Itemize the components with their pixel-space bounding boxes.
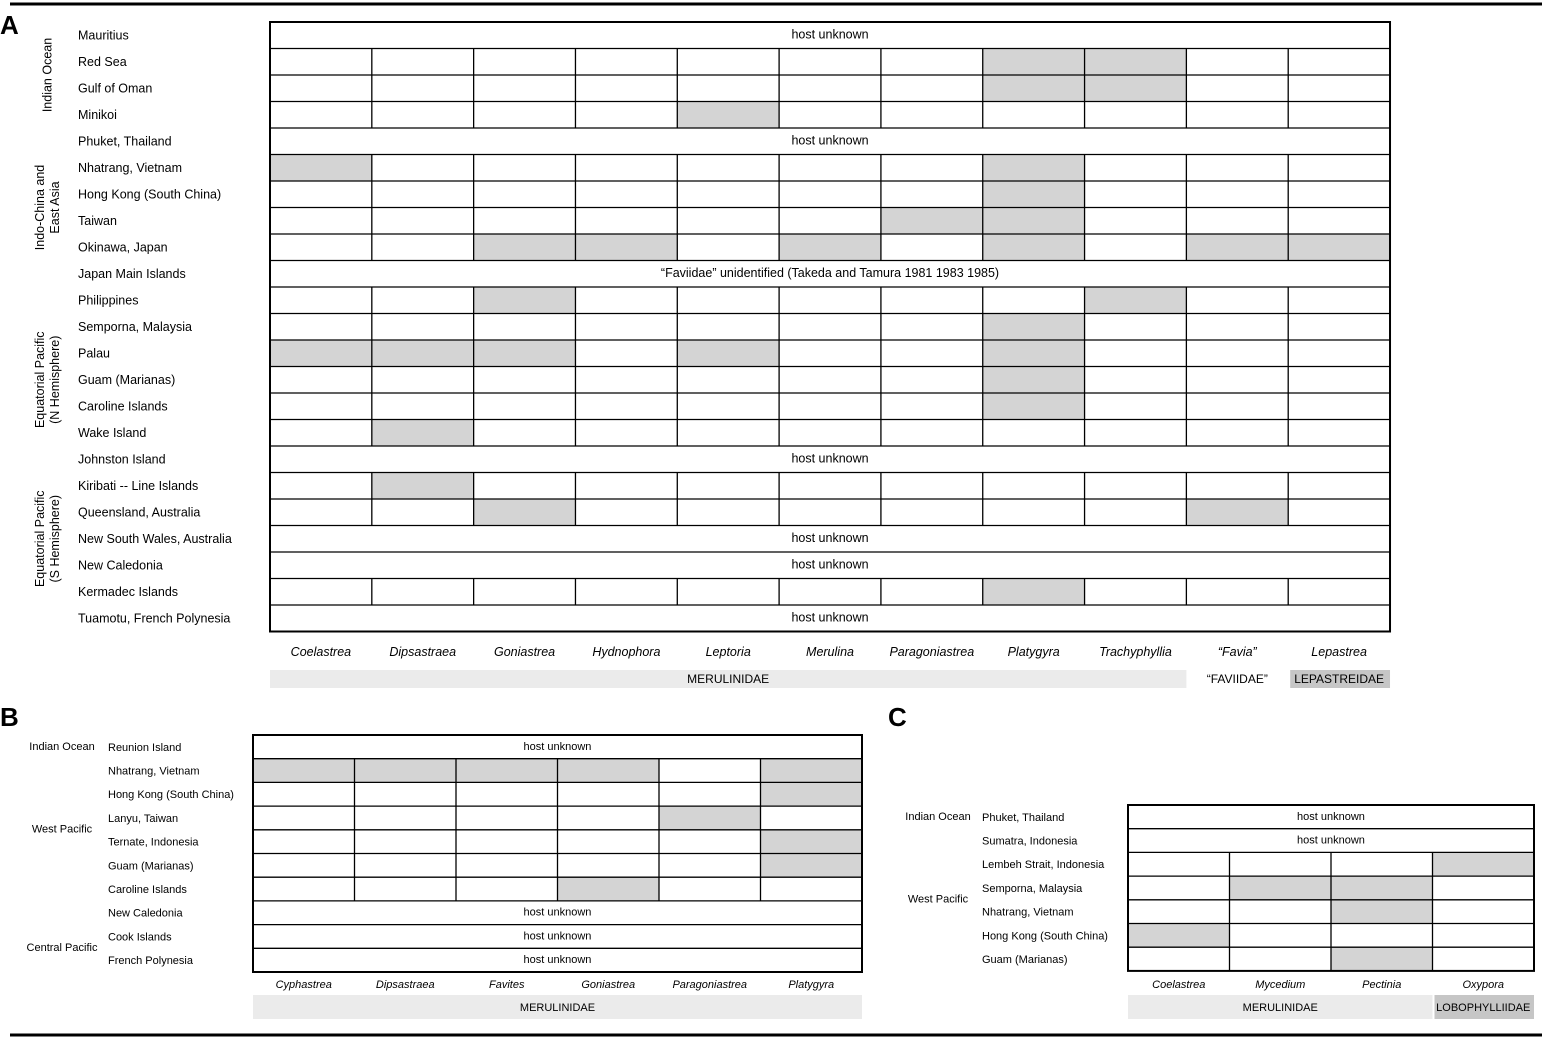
- host-cell-shaded: [558, 877, 660, 901]
- row-label: Semporna, Malaysia: [78, 320, 192, 335]
- span-note: host unknown: [791, 27, 869, 42]
- row-label: Okinawa, Japan: [78, 240, 168, 255]
- row-label: Nhatrang, Vietnam: [982, 906, 1074, 919]
- row-label: Hong Kong (South China): [108, 789, 234, 802]
- host-cell-shaded: [372, 473, 474, 500]
- host-cell-shaded: [253, 759, 355, 783]
- row-label: Queensland, Australia: [78, 505, 201, 520]
- column-label: Paragoniastrea: [672, 979, 748, 991]
- row-label: Japan Main Islands: [78, 267, 186, 282]
- host-cell-shaded: [983, 155, 1085, 182]
- host-cell-shaded: [983, 49, 1085, 76]
- column-label: Pectinia: [1362, 979, 1402, 991]
- row-label: Kiribati -- Line Islands: [78, 479, 199, 494]
- column-label: Mycedium: [1255, 979, 1306, 991]
- host-cell-shaded: [659, 806, 761, 830]
- panel-c: [888, 702, 1534, 1019]
- row-label: Nhatrang, Vietnam: [108, 765, 200, 778]
- row-label: Lanyu, Taiwan: [108, 812, 179, 825]
- region-label-line: (N Hemisphere): [47, 335, 62, 424]
- family-label: MERULINIDAE: [1242, 1001, 1318, 1014]
- panel-letter: C: [888, 702, 907, 732]
- span-note: host unknown: [791, 133, 869, 148]
- host-cell-shaded: [1186, 234, 1288, 261]
- host-cell-shaded: [983, 367, 1085, 394]
- host-cell-shaded: [456, 759, 558, 783]
- host-cell-shaded: [761, 782, 863, 806]
- row-label: Hong Kong (South China): [78, 187, 222, 202]
- host-cell-shaded: [372, 420, 474, 447]
- region-label: Central Pacific: [26, 942, 98, 955]
- column-label: Platygyra: [788, 979, 835, 991]
- region-label-line: Equatorial Pacific: [32, 331, 47, 429]
- family-label: LOBOPHYLLIIDAE: [1436, 1001, 1531, 1014]
- panel-a: [0, 10, 1390, 688]
- host-cell-shaded: [1288, 234, 1390, 261]
- row-label: Palau: [78, 346, 110, 361]
- column-label: Lepastrea: [1311, 645, 1367, 659]
- family-label: “FAVIIDAE”: [1206, 672, 1268, 687]
- row-label: Tuamotu, French Polynesia: [78, 611, 231, 626]
- row-label: New Caledonia: [108, 907, 183, 920]
- column-label: Goniastrea: [581, 979, 636, 991]
- column-label: Oxypora: [1462, 979, 1505, 991]
- host-cell-shaded: [1433, 852, 1535, 876]
- host-cell-shaded: [1085, 75, 1187, 102]
- region-label: [33, 165, 62, 251]
- span-note: “Faviidae” unidentified (Takeda and Tamura 1981 1983 1985): [660, 266, 1000, 281]
- span-note: host unknown: [1297, 810, 1365, 823]
- panel-b: [0, 702, 862, 1019]
- host-cell-shaded: [983, 340, 1085, 367]
- row-label: Phuket, Thailand: [982, 811, 1065, 824]
- host-cell-shaded: [558, 759, 660, 783]
- span-note: host unknown: [1297, 834, 1365, 847]
- host-cell-shaded: [372, 340, 474, 367]
- region-label: [40, 38, 54, 112]
- span-note: host unknown: [523, 740, 592, 753]
- row-label: Wake Island: [78, 426, 147, 441]
- host-cell-shaded: [983, 314, 1085, 341]
- row-label: Ternate, Indonesia: [108, 836, 199, 849]
- row-label: Semporna, Malaysia: [982, 882, 1083, 895]
- host-cell-shaded: [983, 393, 1085, 420]
- span-note: host unknown: [791, 451, 869, 466]
- host-cell-shaded: [270, 340, 372, 367]
- region-label: [33, 331, 62, 428]
- host-cell-shaded: [983, 75, 1085, 102]
- row-label: Taiwan: [78, 214, 117, 229]
- host-cell-shaded: [1331, 900, 1433, 924]
- row-label: New South Wales, Australia: [78, 532, 232, 547]
- host-cell-shaded: [1128, 924, 1230, 948]
- region-label-line: Equatorial Pacific: [32, 490, 47, 588]
- region-label: Indian Ocean: [905, 810, 971, 823]
- host-cell-shaded: [1331, 947, 1433, 971]
- column-label: Cyphastrea: [275, 979, 332, 991]
- column-label: Trachyphyllia: [1099, 645, 1172, 659]
- host-cell-shaded: [474, 340, 576, 367]
- family-label: MERULINIDAE: [519, 1001, 596, 1014]
- column-label: Coelastrea: [1152, 979, 1206, 991]
- column-label: Leptoria: [705, 645, 751, 659]
- host-cell-shaded: [474, 499, 576, 526]
- span-note: host unknown: [523, 954, 592, 967]
- host-cell-shaded: [677, 340, 779, 367]
- host-cell-shaded: [1186, 499, 1288, 526]
- span-note: host unknown: [791, 557, 869, 572]
- row-label: New Caledonia: [78, 558, 163, 573]
- host-cell-shaded: [355, 759, 457, 783]
- column-label: Favites: [489, 979, 525, 991]
- span-note: host unknown: [791, 610, 869, 625]
- panel-letter: A: [0, 10, 19, 40]
- row-label: Philippines: [78, 293, 139, 308]
- column-label: Platygyra: [1007, 645, 1060, 659]
- panel-letter: B: [0, 702, 19, 732]
- region-label-line: East Asia: [47, 181, 62, 234]
- column-label: Paragoniastrea: [889, 645, 975, 659]
- column-label: Merulina: [806, 645, 854, 659]
- span-note: host unknown: [791, 531, 869, 546]
- host-cell-shaded: [270, 155, 372, 182]
- column-label: Goniastrea: [493, 645, 556, 659]
- host-cell-shaded: [575, 234, 677, 261]
- host-cell-shaded: [779, 234, 881, 261]
- host-cell-shaded: [761, 830, 863, 854]
- row-label: Reunion Island: [108, 741, 182, 754]
- row-label: Hong Kong (South China): [982, 930, 1108, 943]
- row-label: Guam (Marianas): [78, 373, 176, 388]
- region-label-line: Indo-China and: [32, 164, 47, 251]
- region-label: West Pacific: [31, 823, 93, 836]
- host-cell-shaded: [881, 208, 983, 235]
- row-label: Red Sea: [78, 55, 127, 70]
- row-label: Gulf of Oman: [78, 81, 153, 96]
- column-label: “Favia”: [1217, 645, 1257, 659]
- column-label: Dipsastraea: [375, 979, 435, 991]
- column-label: Dipsastraea: [389, 645, 457, 659]
- column-label: Hydnophora: [592, 645, 661, 659]
- span-note: host unknown: [523, 930, 592, 943]
- region-label: Indian Ocean: [29, 740, 95, 753]
- host-cell-shaded: [1331, 876, 1433, 900]
- row-label: Phuket, Thailand: [78, 134, 172, 149]
- row-label: Cook Islands: [108, 931, 172, 944]
- host-cell-shaded: [761, 854, 863, 878]
- row-label: Caroline Islands: [78, 399, 168, 414]
- region-label: [33, 490, 62, 587]
- host-cell-shaded: [1085, 287, 1187, 314]
- family-label: MERULINIDAE: [687, 672, 770, 687]
- family-label: LEPASTREIDAE: [1294, 672, 1385, 687]
- row-label: French Polynesia: [108, 955, 193, 968]
- row-label: Lembeh Strait, Indonesia: [982, 859, 1105, 872]
- span-note: host unknown: [523, 906, 592, 919]
- column-label: Coelastrea: [290, 645, 352, 659]
- host-cell-shaded: [474, 287, 576, 314]
- host-cell-shaded: [983, 181, 1085, 208]
- row-label: Johnston Island: [78, 452, 166, 467]
- host-cell-shaded: [983, 579, 1085, 606]
- row-label: Kermadec Islands: [78, 585, 179, 600]
- row-label: Guam (Marianas): [982, 953, 1068, 966]
- host-cell-shaded: [1230, 876, 1332, 900]
- host-cell-shaded: [761, 759, 863, 783]
- row-label: Guam (Marianas): [108, 860, 194, 873]
- host-cell-shaded: [474, 234, 576, 261]
- region-label-line: (S Hemisphere): [47, 494, 62, 583]
- host-cell-shaded: [1085, 49, 1187, 76]
- host-cell-shaded: [983, 234, 1085, 261]
- row-label: Caroline Islands: [108, 883, 187, 896]
- host-cell-shaded: [677, 102, 779, 129]
- region-label: West Pacific: [907, 893, 969, 906]
- host-cell-shaded: [983, 208, 1085, 235]
- row-label: Sumatra, Indonesia: [982, 835, 1078, 848]
- row-label: Minikoi: [78, 108, 117, 123]
- row-label: Mauritius: [78, 28, 129, 43]
- row-label: Nhatrang, Vietnam: [78, 161, 182, 176]
- region-label-line: Indian Ocean: [40, 37, 55, 113]
